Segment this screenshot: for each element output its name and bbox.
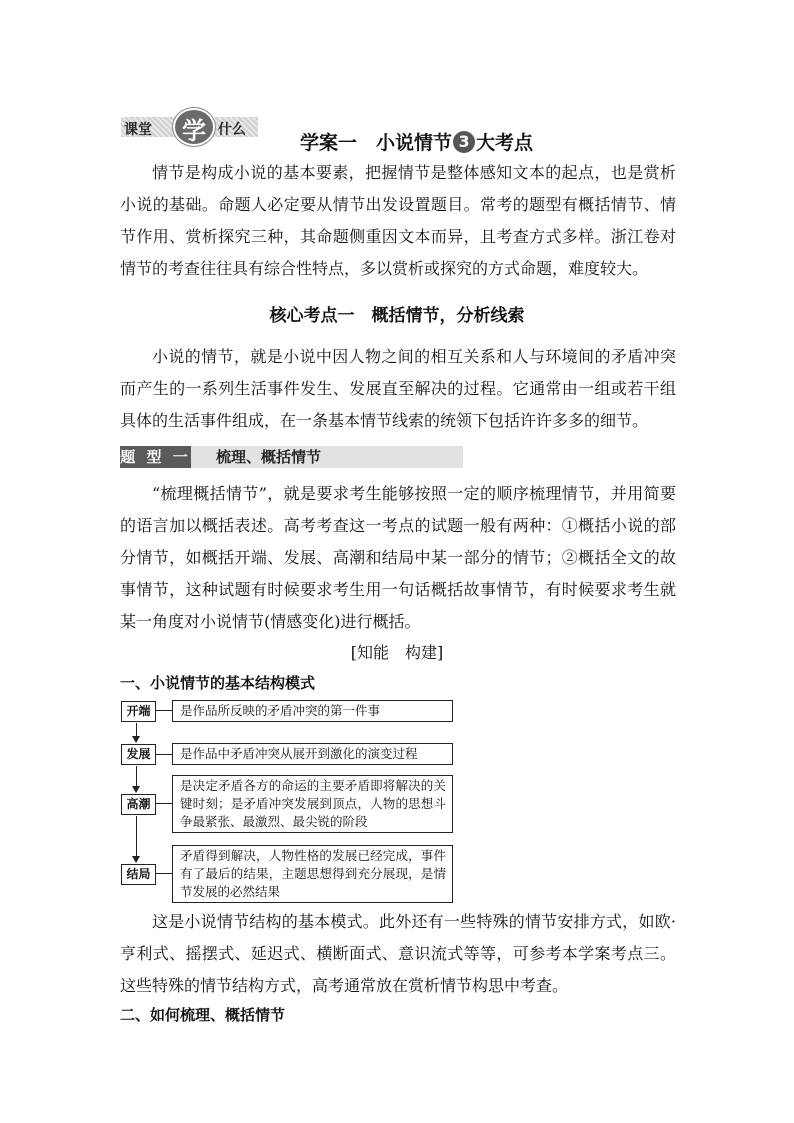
banner-left-text: 课堂 — [124, 122, 152, 138]
section-banner — [121, 114, 258, 145]
stage-opening-box: 开端 — [121, 701, 156, 722]
banner-center-text: 学 — [182, 117, 206, 145]
connector-opening — [156, 710, 172, 711]
core-heading: 核心考点一 概括情节，分析线索 — [269, 306, 525, 326]
stage-ending-box: 结局 — [121, 864, 156, 885]
arrow-down-icon — [136, 766, 137, 792]
core-paragraph: 小说的情节，就是小说中因人物之间的相互关系和人与环境间的矛盾冲突而产生的一系列生活事件发生、发展直至解决的过程。它通常由一组或若干组具体的生活事件组成，在一条基本情节线索的统领下包括许许多多的细节。 — [120, 347, 676, 430]
after-diagram-paragraph: 这是小说情节结构的基本模式。此外还有一些特殊的情节安排方式，如欧·亨利式、摇摆式、延迟式、横断面式、意识流式等等，可参考本学案考点三。这些特殊的情节结构方式，高考通常放在赏析情节构思中考查。 — [120, 912, 676, 995]
section-heading-2: 二、如何梳理、概括情节 — [120, 1006, 286, 1024]
question-type-bar — [120, 446, 463, 468]
arrow-down-icon — [136, 723, 137, 742]
connector-development — [156, 754, 172, 755]
stage-development-box: 发展 — [121, 744, 156, 765]
section-heading-1: 一、小说情节的基本结构模式 — [120, 674, 316, 692]
title-suffix: 大考点 — [476, 132, 534, 154]
connector-ending — [156, 873, 172, 874]
banner-right-text: 什么 — [218, 122, 246, 138]
stage-climax-box: 高潮 — [121, 794, 156, 815]
connector-climax — [156, 803, 172, 804]
stage-ending-desc: 矛盾得到解决，人物性格的发展已经完成，事件有了最后的结果，主题思想得到充分展现，是情节发展的必然结果 — [172, 845, 453, 903]
stage-climax-desc: 是决定矛盾各方的命运的主要矛盾即将解决的关键时刻；是矛盾冲突发展到顶点，人物的思想斗争最紧张、最激烈、最尖锐的阶段 — [172, 775, 453, 833]
stage-opening-desc: 是作品所反映的矛盾冲突的第一件事 — [172, 700, 453, 722]
question-type-paragraph: “梳理概括情节”，就是要求考生能够按照一定的顺序梳理情节，并用简要的语言加以概括表述。高考考查这一考点的试题一般有两种：①概括小说的部分情节，如概括开端、发展、高潮和结局中某一部分的情节；②概括全文的故事情节，这种试题有时候要求考生用一句话概括故事情节，有时候要求考生就某一角度对小说情节(情感变化)进行概括。 — [120, 484, 676, 631]
page-title — [300, 128, 533, 155]
stage-development-desc: 是作品中矛盾冲突从展开到激化的演变过程 — [172, 743, 453, 765]
knowledge-label: [知能 构建] — [350, 643, 444, 662]
intro-paragraph: 情节是构成小说的基本要素，把握情节是整体感知文本的起点，也是赏析小说的基础。命题人必定要从情节出发设置题目。常考的题型有概括情节、情节作用、赏析探究三种，其命题侧重因文本而异，且考查方式多样。浙江卷对情节的考查往往具有综合性特点，多以赏析或探究的方式命题，难度较大。 — [120, 163, 676, 278]
banner-circle-badge — [173, 108, 215, 146]
question-type-label: 题 型 一 — [120, 448, 191, 466]
title-prefix: 学案一 小说情节 — [300, 132, 453, 154]
question-type-text: 梳理、概括情节 — [216, 448, 322, 466]
arrow-down-icon — [136, 816, 137, 862]
title-number-badge: 3 — [453, 131, 475, 153]
